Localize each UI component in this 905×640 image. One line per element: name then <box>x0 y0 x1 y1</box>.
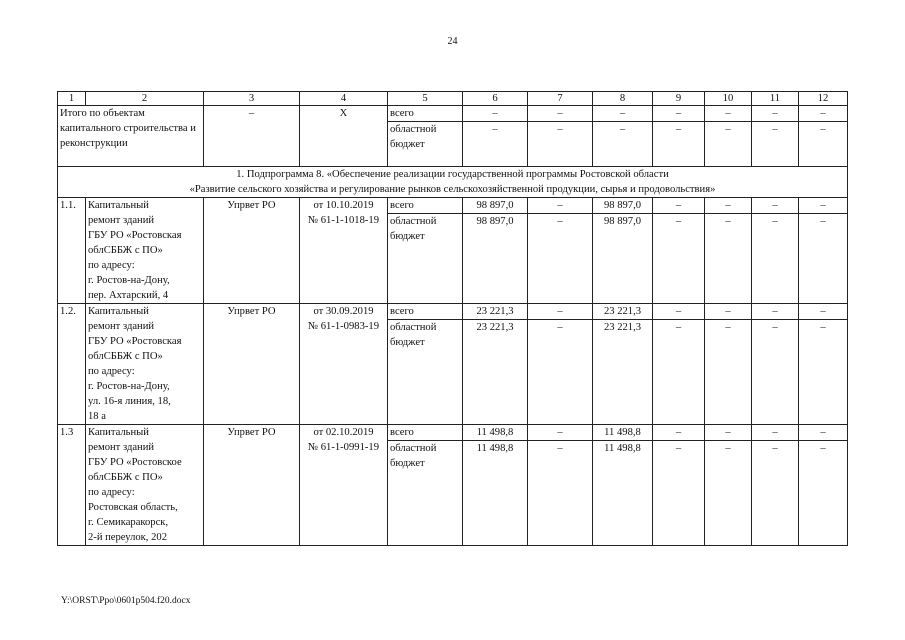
value: – <box>752 213 798 229</box>
value: 11 498,8 <box>463 440 527 456</box>
object-name: Капитальный ремонт зданий ГБУ РО «Ростовское облСББЖ с ПО» по адресу: Ростовская область, г. Семикаракорск, 2-й переулок, 202 <box>86 425 204 546</box>
value-cell <box>752 106 799 167</box>
total-row <box>58 106 848 167</box>
value: – <box>528 213 592 229</box>
value: – <box>557 306 563 317</box>
value-cell <box>799 304 848 425</box>
value-cell <box>528 304 593 425</box>
value-cell <box>653 425 705 546</box>
value: – <box>752 121 798 137</box>
funding-type: областной бюджет <box>388 440 462 471</box>
value-cell <box>528 425 593 546</box>
value: – <box>799 319 847 335</box>
value-cell <box>463 106 528 167</box>
funding-type-cell <box>388 198 463 304</box>
page-number: 24 <box>447 36 458 47</box>
value: – <box>593 121 652 137</box>
value: – <box>799 213 847 229</box>
funding-type: всего <box>390 427 414 438</box>
value: – <box>772 306 778 317</box>
section-title-line: «Развитие сельского хозяйства и регулирование рынков сельскохозяйственной продукции, сырья и продовольствия» <box>189 184 716 195</box>
value: 23 221,3 <box>593 319 652 335</box>
funding-type: областной бюджет <box>388 121 462 152</box>
document-number: № 61-1-0991-19 <box>307 442 379 453</box>
document-cell <box>300 198 388 304</box>
value: – <box>492 108 498 119</box>
document-number: № 61-1-0983-19 <box>307 321 379 332</box>
total-responsible: – <box>204 106 300 167</box>
value: 98 897,0 <box>593 213 652 229</box>
value: 23 221,3 <box>476 306 514 317</box>
value-cell <box>593 304 653 425</box>
header-cell: 4 <box>300 92 388 106</box>
funding-type: всего <box>390 200 414 211</box>
value: – <box>705 440 751 456</box>
value-cell <box>653 304 705 425</box>
value-cell <box>653 106 705 167</box>
total-label: Итого по объектам капитального строительства и реконструкции <box>58 106 204 167</box>
value: 23 221,3 <box>463 319 527 335</box>
value: 98 897,0 <box>476 200 514 211</box>
value: – <box>725 108 731 119</box>
value-cell <box>593 198 653 304</box>
header-cell: 7 <box>528 92 593 106</box>
section-row <box>58 167 848 198</box>
value: 11 498,8 <box>476 427 514 438</box>
value: – <box>653 319 704 335</box>
value: 98 897,0 <box>463 213 527 229</box>
table-row <box>58 425 848 546</box>
value: – <box>705 213 751 229</box>
value: – <box>772 108 778 119</box>
value: – <box>752 319 798 335</box>
value: – <box>619 108 626 119</box>
value: – <box>463 121 527 137</box>
file-path-footer: Y:\ORST\Ppo\0601p504.f20.docx <box>61 596 191 606</box>
object-name: Капитальный ремонт зданий ГБУ РО «Ростовская облСББЖ с ПО» по адресу: г. Ростов-на-Дону, пер. Ахтарский, 4 <box>86 198 204 304</box>
funding-type: областной бюджет <box>388 319 462 350</box>
value-cell <box>752 198 799 304</box>
value: – <box>820 200 826 211</box>
value-cell <box>705 425 752 546</box>
document-date: от 10.10.2019 <box>313 200 374 211</box>
value: – <box>528 319 592 335</box>
header-cell: 9 <box>653 92 705 106</box>
value: 11 498,8 <box>604 427 641 438</box>
value: – <box>528 440 592 456</box>
section-title-line: 1. Подпрограмма 8. «Обеспечение реализации государственной программы Ростовской области <box>236 169 669 180</box>
value: – <box>557 200 563 211</box>
value-cell <box>463 425 528 546</box>
header-row <box>58 92 848 106</box>
row-number: 1.3 <box>58 425 86 546</box>
funding-type: всего <box>390 108 414 119</box>
value: – <box>705 319 751 335</box>
value: – <box>725 427 731 438</box>
value: – <box>820 306 826 317</box>
value: – <box>725 306 731 317</box>
value: – <box>725 200 731 211</box>
value-cell <box>799 198 848 304</box>
value: – <box>799 121 847 137</box>
section-title <box>58 167 848 198</box>
value-cell <box>593 425 653 546</box>
value: – <box>557 108 563 119</box>
value: 11 498,8 <box>593 440 652 456</box>
total-document: Х <box>300 106 388 167</box>
table-row <box>58 198 848 304</box>
object-name: Капитальный ремонт зданий ГБУ РО «Ростовская облСББЖ с ПО» по адресу: г. Ростов-на-Дону, ул. 16-я линия, 18, 18 а <box>86 304 204 425</box>
value-cell <box>799 425 848 546</box>
funding-type: областной бюджет <box>388 213 462 244</box>
document-cell <box>300 425 388 546</box>
value-cell <box>528 198 593 304</box>
funding-type: всего <box>390 306 414 317</box>
value: – <box>528 121 592 137</box>
value: – <box>557 427 563 438</box>
value-cell <box>799 106 848 167</box>
value-cell <box>752 304 799 425</box>
value: – <box>653 121 704 137</box>
value: – <box>675 427 682 438</box>
value: – <box>820 427 826 438</box>
header-cell: 6 <box>463 92 528 106</box>
header-cell: 8 <box>593 92 653 106</box>
value: – <box>675 200 682 211</box>
value-cell <box>463 304 528 425</box>
value-cell <box>705 106 752 167</box>
value: 98 897,0 <box>603 200 642 211</box>
value-cell <box>653 198 705 304</box>
responsible-org: Упрвет РО <box>204 425 300 546</box>
value-cell <box>528 106 593 167</box>
header-cell: 5 <box>388 92 463 106</box>
funding-type-cell <box>388 106 463 167</box>
value: – <box>705 121 751 137</box>
value: – <box>653 213 704 229</box>
table-row <box>58 304 848 425</box>
value-cell <box>705 304 752 425</box>
value-cell <box>593 106 653 167</box>
value: – <box>772 427 778 438</box>
funding-type-cell <box>388 304 463 425</box>
value-cell <box>705 198 752 304</box>
value: – <box>799 440 847 456</box>
value: – <box>772 200 778 211</box>
header-cell: 12 <box>799 92 848 106</box>
document-date: от 02.10.2019 <box>313 427 374 438</box>
value: – <box>820 108 826 119</box>
responsible-org: Упрвет РО <box>204 304 300 425</box>
header-cell: 10 <box>705 92 752 106</box>
responsible-org: Упрвет РО <box>204 198 300 304</box>
header-cell: 1 <box>58 92 86 106</box>
header-cell: 2 <box>86 92 204 106</box>
header-cell: 3 <box>204 92 300 106</box>
document-cell <box>300 304 388 425</box>
value: – <box>675 108 682 119</box>
funding-type-cell <box>388 425 463 546</box>
header-cell: 11 <box>752 92 799 106</box>
document-date: от 30.09.2019 <box>313 306 374 317</box>
document-number: № 61-1-1018-19 <box>307 215 379 226</box>
value-cell <box>463 198 528 304</box>
value: – <box>752 440 798 456</box>
data-table <box>57 91 848 546</box>
row-number: 1.2. <box>58 304 86 425</box>
value-cell <box>752 425 799 546</box>
table-body <box>58 92 848 546</box>
value: – <box>653 440 704 456</box>
value: – <box>675 306 682 317</box>
row-number: 1.1. <box>58 198 86 304</box>
value: 23 221,3 <box>603 306 642 317</box>
